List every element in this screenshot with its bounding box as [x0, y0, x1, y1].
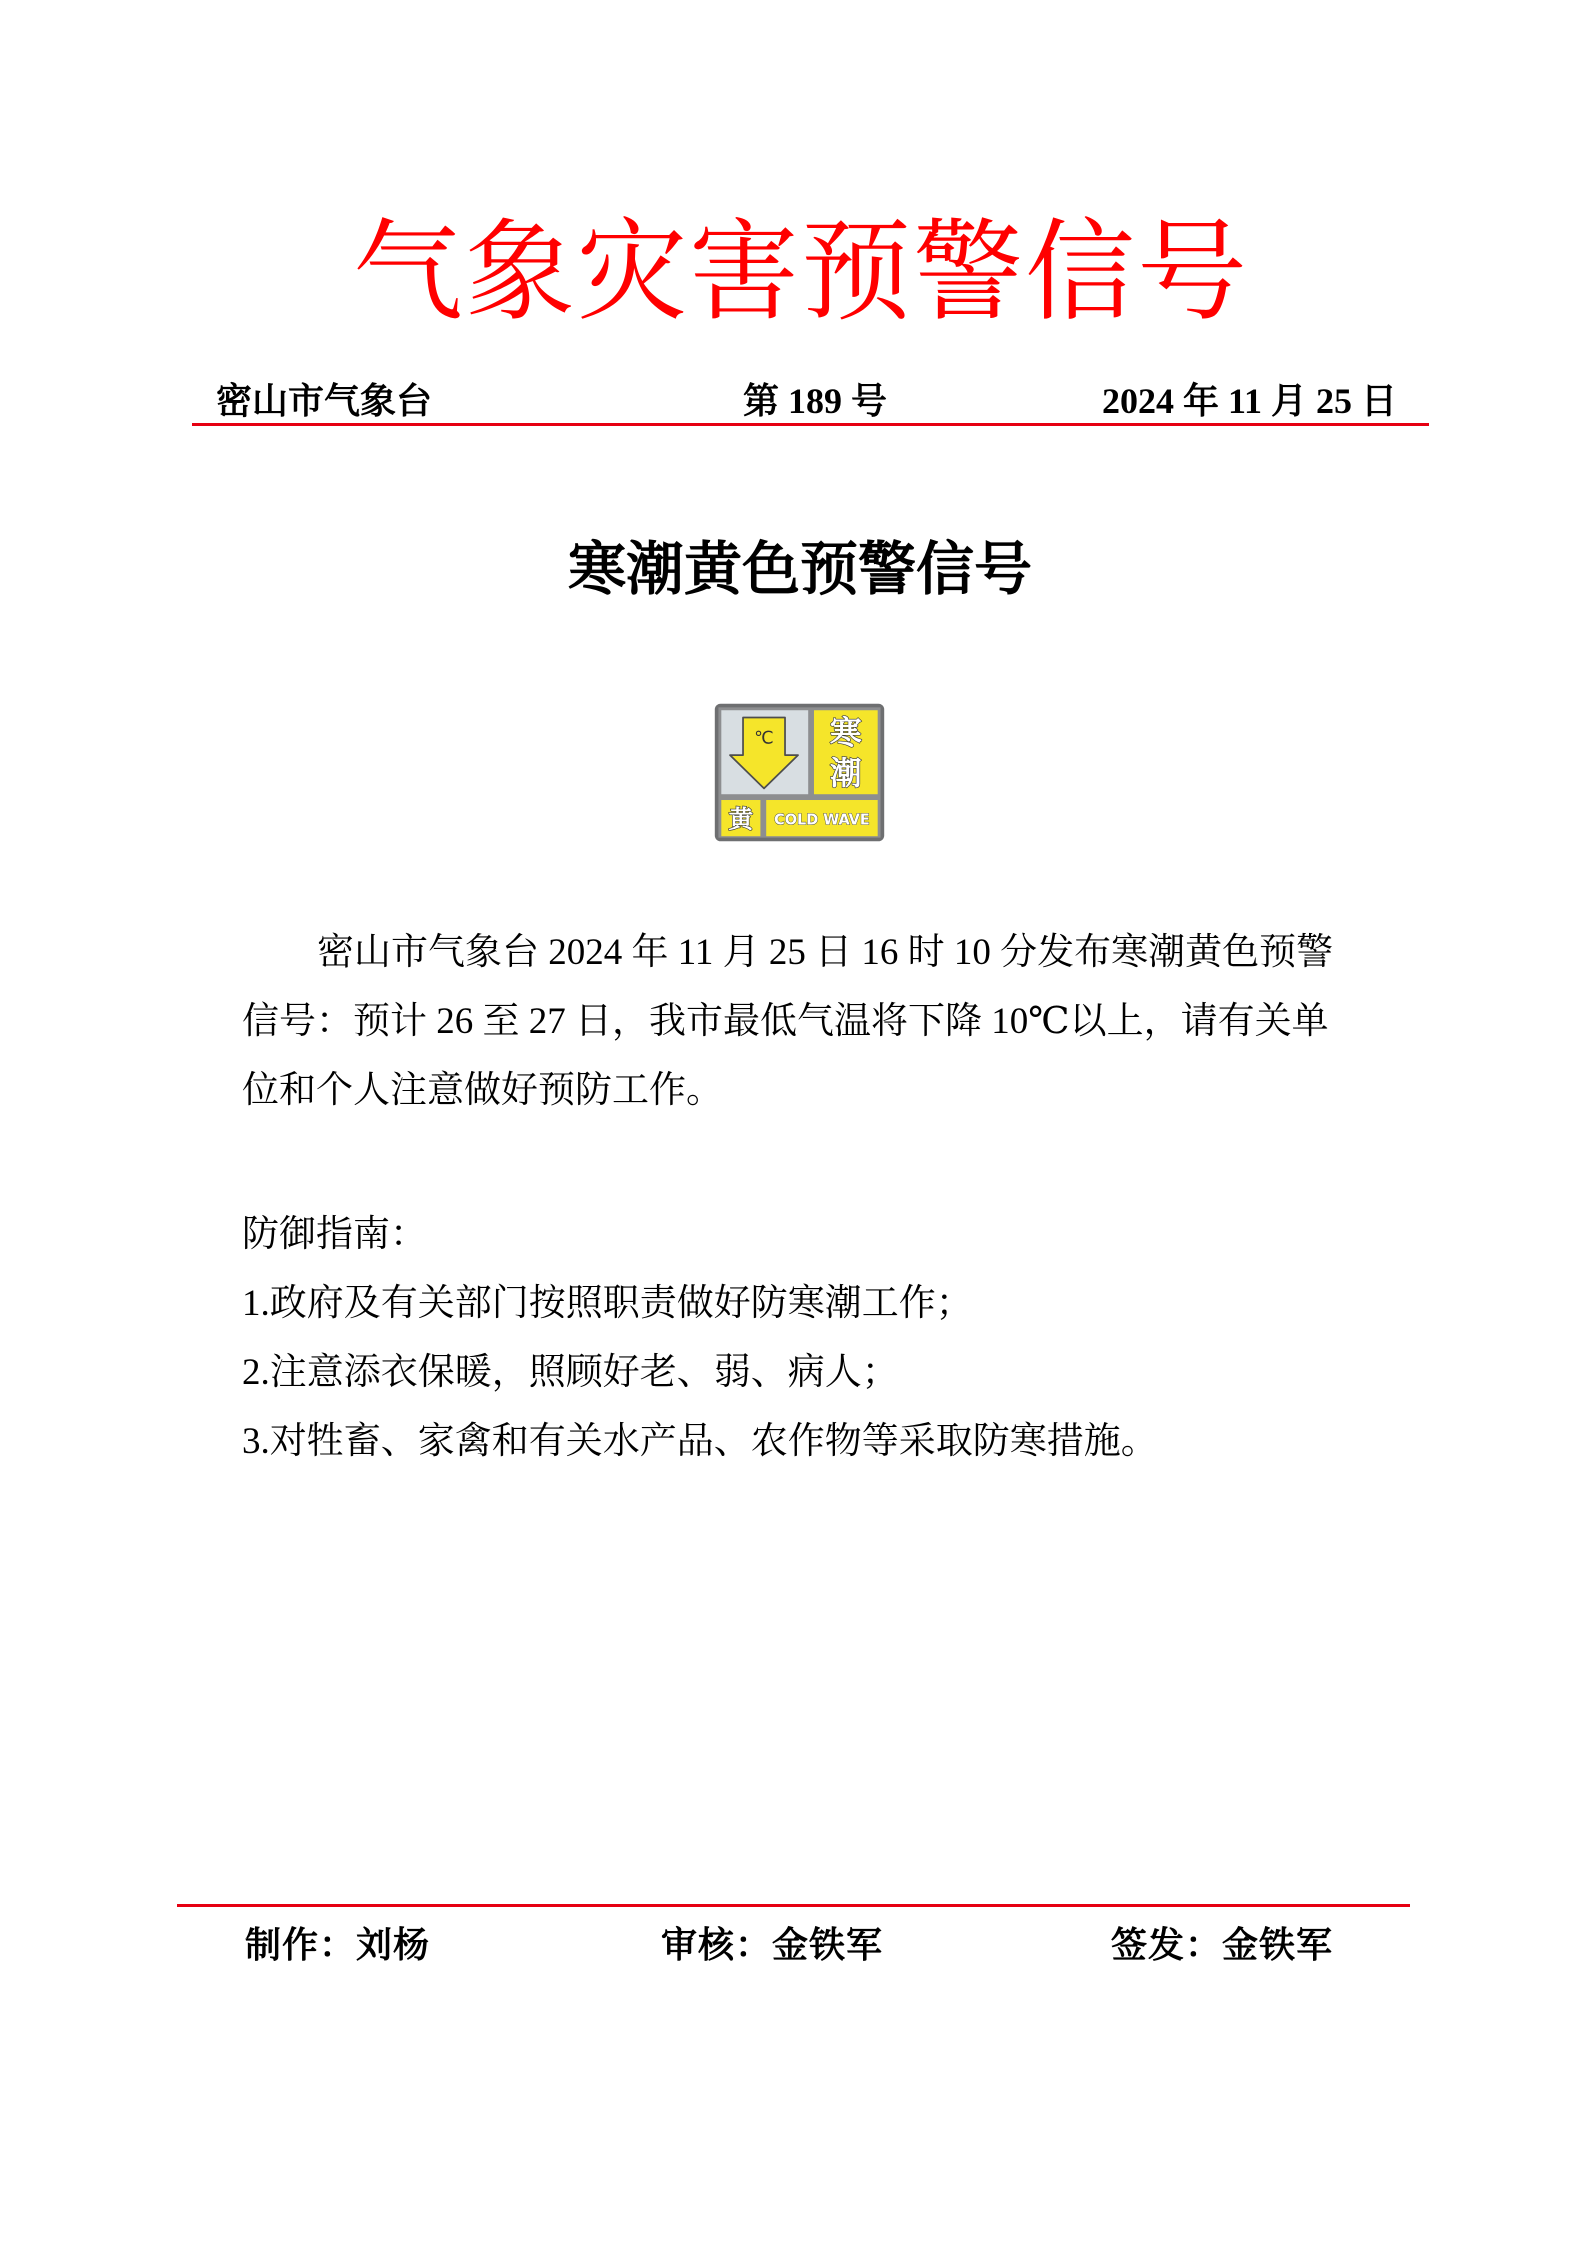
- warning-headline: 寒潮黄色预警信号: [567, 537, 1032, 602]
- body-line: 密山市气象台 2024 年 11 月 25 日 16 时 10 分发布寒潮黄色预警: [317, 932, 1334, 973]
- reviewed-by: 审核：金铁军: [661, 1925, 884, 1965]
- defense-guide: [242, 1200, 1357, 1476]
- signal-name-char-1: 寒: [829, 713, 862, 752]
- celsius-symbol: ℃: [754, 728, 774, 749]
- guide-item: 1.政府及有关部门按照职责做好防寒潮工作；: [242, 1283, 973, 1324]
- header-divider: [192, 423, 1429, 426]
- issuer-name: 密山市气象台: [216, 381, 433, 421]
- guide-item: 3.对牲畜、家禽和有关水产品、农作物等采取防寒措施。: [242, 1421, 1158, 1462]
- guide-item: 2.注意添衣保暖，照顾好老、弱、病人；: [242, 1352, 899, 1393]
- warning-body: [242, 918, 1357, 1125]
- issued-by: 签发：金铁军: [1111, 1925, 1334, 1965]
- footer-divider: [177, 1904, 1410, 1907]
- made-by: 制作：刘杨: [245, 1925, 431, 1965]
- signal-name-char-2: 潮: [829, 754, 862, 793]
- document-number: 第 189 号: [743, 381, 888, 421]
- cold-wave-yellow-signal-icon: [714, 703, 885, 842]
- issue-date: 2024 年 11 月 25 日: [1101, 381, 1397, 421]
- body-line: 信号：预计 26 至 27 日，我市最低气温将下降 10℃以上，请有关单: [242, 1001, 1329, 1042]
- signal-english-label: COLD WAVE: [774, 810, 870, 829]
- document-title: 气象灾害预警信号: [353, 211, 1249, 334]
- guide-title: 防御指南：: [242, 1214, 427, 1255]
- body-line: 位和个人注意做好预防工作。: [242, 1070, 723, 1111]
- signal-level-char: 黄: [728, 804, 754, 834]
